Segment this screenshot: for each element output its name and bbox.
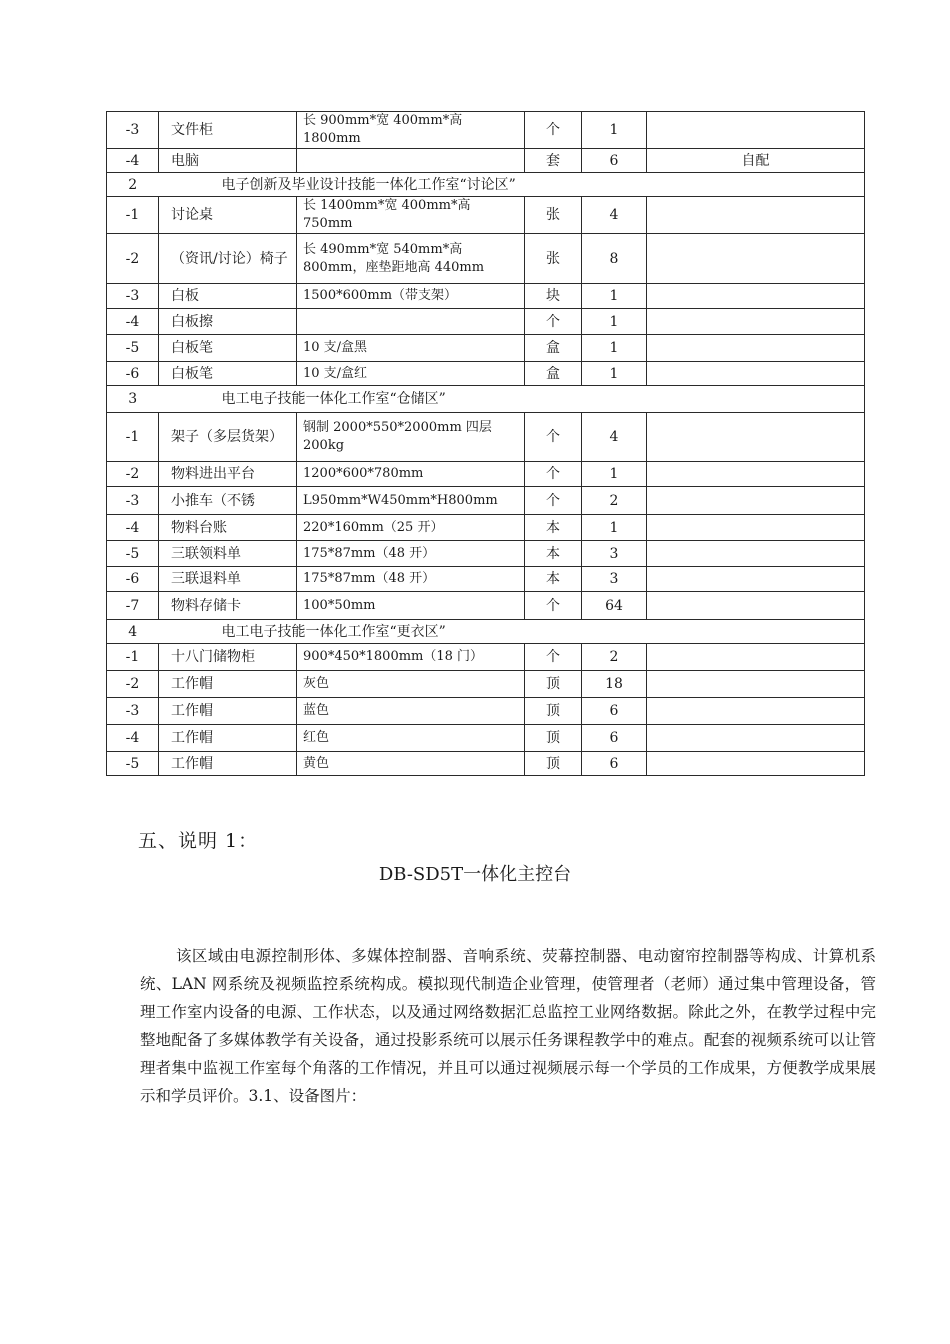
item-name: 工作帽 [159,725,297,752]
item-number: -7 [107,592,159,620]
item-spec: 220*160mm（25 开） [297,515,525,541]
item-number: -5 [107,541,159,567]
item-name: 三联领料单 [159,541,297,567]
section-title: 电工电子技能一体化工作室“更衣区” [159,620,865,644]
item-spec: 175*87mm（48 开） [297,541,525,567]
item-quantity: 6 [582,149,647,173]
section-heading: 五、说明 1： [138,830,259,852]
item-name: 工作帽 [159,698,297,725]
item-remark [647,234,865,284]
item-quantity: 1 [582,362,647,386]
item-name: 白板 [159,284,297,309]
item-name: 物料台账 [159,515,297,541]
item-remark [647,671,865,698]
item-unit: 个 [525,592,582,620]
item-quantity: 6 [582,725,647,752]
item-quantity: 1 [582,112,647,149]
item-name: 讨论桌 [159,197,297,234]
item-number: -6 [107,362,159,386]
item-quantity: 3 [582,567,647,592]
section-number: 3 [107,386,159,413]
item-unit: 盒 [525,335,582,362]
item-quantity: 4 [582,197,647,234]
item-name: 电脑 [159,149,297,173]
item-remark [647,362,865,386]
item-remark [647,725,865,752]
table-row [107,725,865,752]
item-number: -2 [107,671,159,698]
item-unit: 个 [525,413,582,462]
item-remark: 自配 [647,149,865,173]
item-quantity: 4 [582,413,647,462]
item-spec: 长 490mm*宽 540mm*高 800mm，座垫距地高 440mm [297,234,525,284]
item-quantity: 2 [582,487,647,515]
item-name: 工作帽 [159,752,297,776]
section-row [107,620,865,644]
item-unit: 张 [525,234,582,284]
item-spec: 黄色 [297,752,525,776]
item-name: 白板笔 [159,362,297,386]
item-remark [647,592,865,620]
item-number: -1 [107,413,159,462]
item-name: 三联退料单 [159,567,297,592]
table-row [107,112,865,149]
item-name: 物料存储卡 [159,592,297,620]
item-spec: 175*87mm（48 开） [297,567,525,592]
item-spec: 10 支/盒红 [297,362,525,386]
document-subtitle: DB-SD5T一体化主控台 [378,864,572,885]
item-name: （资讯/讨论）椅子 [159,234,297,284]
item-spec: 10 支/盒黑 [297,335,525,362]
item-remark [647,567,865,592]
item-remark [647,644,865,671]
item-number: -4 [107,725,159,752]
item-spec: 长 900mm*宽 400mm*高 1800mm [297,112,525,149]
item-quantity: 64 [582,592,647,620]
equipment-table-body [107,112,865,776]
item-remark [647,752,865,776]
section-title: 电工电子技能一体化工作室“仓储区” [159,386,865,413]
item-name: 十八门储物柜 [159,644,297,671]
item-number: -5 [107,335,159,362]
item-quantity: 6 [582,752,647,776]
item-unit: 个 [525,462,582,487]
item-name: 小推车（不锈 [159,487,297,515]
item-spec: 蓝色 [297,698,525,725]
item-number: -3 [107,698,159,725]
item-number: -2 [107,462,159,487]
table-row [107,462,865,487]
item-number: -1 [107,197,159,234]
item-unit: 套 [525,149,582,173]
item-unit: 顶 [525,671,582,698]
item-quantity: 1 [582,515,647,541]
item-remark [647,309,865,335]
item-remark [647,284,865,309]
section-row [107,173,865,197]
section-number: 4 [107,620,159,644]
section-title: 电子创新及毕业设计技能一体化工作室“讨论区” [159,173,865,197]
item-spec: 红色 [297,725,525,752]
item-name: 物料进出平台 [159,462,297,487]
item-unit: 本 [525,541,582,567]
item-number: -6 [107,567,159,592]
item-unit: 本 [525,515,582,541]
item-spec: 1200*600*780mm [297,462,525,487]
table-row [107,413,865,462]
item-number: -2 [107,234,159,284]
item-remark [647,112,865,149]
item-quantity: 3 [582,541,647,567]
item-name: 架子（多层货架） [159,413,297,462]
item-unit: 顶 [525,725,582,752]
item-quantity: 18 [582,671,647,698]
item-remark [647,335,865,362]
equipment-table [106,111,865,776]
item-spec [297,149,525,173]
table-row [107,234,865,284]
item-number: -5 [107,752,159,776]
section-number: 2 [107,173,159,197]
table-row [107,752,865,776]
table-row [107,487,865,515]
table-row [107,284,865,309]
item-remark [647,541,865,567]
item-unit: 顶 [525,698,582,725]
item-spec [297,309,525,335]
item-number: -4 [107,309,159,335]
item-remark [647,197,865,234]
item-number: -1 [107,644,159,671]
table-row [107,671,865,698]
item-number: -4 [107,149,159,173]
item-spec: L950mm*W450mm*H800mm [297,487,525,515]
table-row [107,362,865,386]
item-quantity: 1 [582,284,647,309]
table-row [107,644,865,671]
item-quantity: 6 [582,698,647,725]
item-spec: 长 1400mm*宽 400mm*高 750mm [297,197,525,234]
table-row [107,541,865,567]
description-paragraph: 该区域由电源控制形体、多媒体控制器、音响系统、荧幕控制器、电动窗帘控制器等构成、计算机系统、LAN 网系统及视频监控系统构成。模拟现代制造企业管理，使管理者（老师）通过集中管理设备，管理工作室内设备的电源、工作状态，以及通过网络数据汇总监控工业网络数据。除此之外，在教学过程中完整地配备了多媒体教学有关设备，通过投影系统可以展示任务课程教学中的难点。配套的视频系统可以让管理者集中监视工作室每个角落的工作情况，并且可以通过视频展示每一个学员的工作成果，方便教学成果展示和学员评价。3.1、设备图片： [140,946,876,1105]
table-row [107,592,865,620]
item-spec: 100*50mm [297,592,525,620]
item-spec: 灰色 [297,671,525,698]
table-row [107,515,865,541]
item-number: -4 [107,515,159,541]
item-quantity: 1 [582,462,647,487]
table-row [107,567,865,592]
item-unit: 顶 [525,752,582,776]
item-unit: 张 [525,197,582,234]
item-number: -3 [107,487,159,515]
table-row [107,309,865,335]
item-remark [647,413,865,462]
item-spec: 钢制 2000*550*2000mm 四层 200kg [297,413,525,462]
item-name: 白板笔 [159,335,297,362]
table-row [107,335,865,362]
item-quantity: 1 [582,309,647,335]
section-row [107,386,865,413]
item-spec: 1500*600mm（带支架） [297,284,525,309]
item-unit: 个 [525,309,582,335]
item-quantity: 8 [582,234,647,284]
item-unit: 本 [525,567,582,592]
item-spec: 900*450*1800mm（18 门） [297,644,525,671]
table-row [107,149,865,173]
item-name: 工作帽 [159,671,297,698]
item-quantity: 1 [582,335,647,362]
item-name: 文件柜 [159,112,297,149]
item-remark [647,487,865,515]
table-row [107,698,865,725]
item-unit: 个 [525,112,582,149]
item-quantity: 2 [582,644,647,671]
item-name: 白板擦 [159,309,297,335]
item-remark [647,698,865,725]
item-unit: 个 [525,487,582,515]
item-remark [647,515,865,541]
item-unit: 盒 [525,362,582,386]
table-row [107,197,865,234]
item-unit: 块 [525,284,582,309]
item-number: -3 [107,284,159,309]
item-number: -3 [107,112,159,149]
item-remark [647,462,865,487]
item-unit: 个 [525,644,582,671]
